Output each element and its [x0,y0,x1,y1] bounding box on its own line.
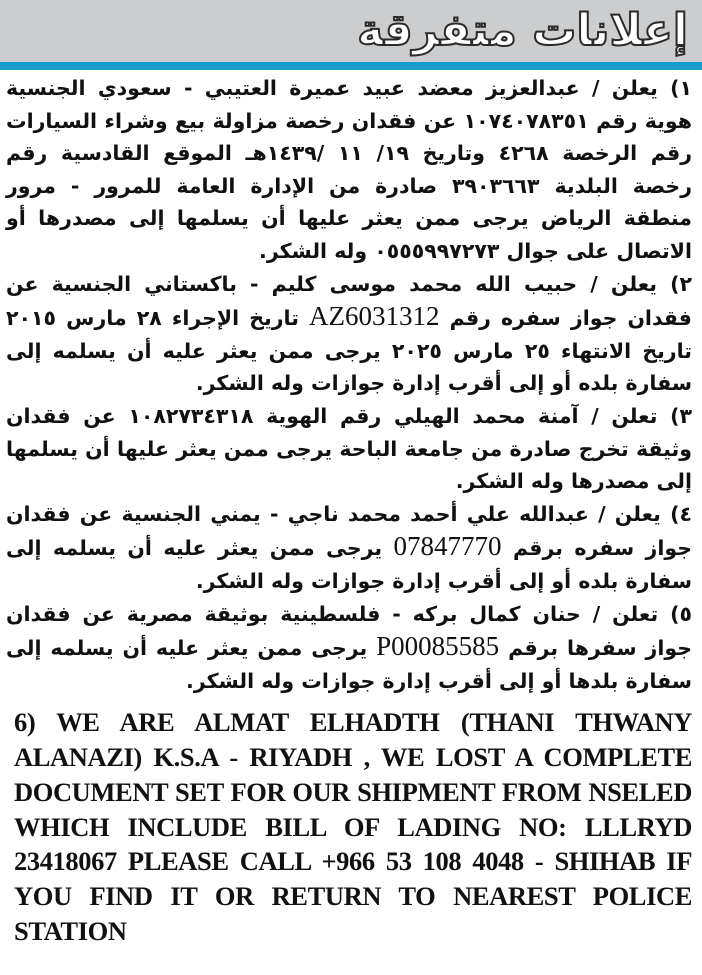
section-title: إعلانات متفرقة [357,5,688,56]
ad-text-after: يرجى ممن يعثر عليه أن يسلمه إلى سفارة بلده أو إلى أقرب إدارة جوازات وله الشكر. [6,536,692,593]
ad-text-after: يرجى ممن يعثر عليه أن يسلمه إلى سفارة بلدها أو إلى أقرب إدارة جوازات وله الشكر. [6,636,692,693]
classified-ad-1 [6,72,696,268]
classified-ads-list [6,72,696,949]
ad-text-before: يعلن / حبيب الله محمد موسى كليم - باكستاني الجنسية عن فقدان جواز سفره رقم [6,271,692,331]
ad-text-before: يعلن / عبدالله علي أحمد محمد ناجي - يمني الجنسية عن فقدان جواز سفره برقم [6,501,693,561]
passport-number: P00085585 [376,631,500,662]
ad-number: ٢) [670,271,693,296]
ad-number: ٣) [670,403,692,428]
classified-ad-2 [6,268,696,400]
ad-number: ٥) [670,601,692,626]
section-header [0,0,702,62]
passport-number: AZ6031312 [309,301,440,332]
classified-ad-5 [6,598,696,698]
ad-text-after: تاريخ الإجراء ٢٨ مارس ٢٠١٥ تاريخ الانتهاء ٢٥ مارس ٢٠٢٥ يرجى ممن يعثر عليه أن يسلمه إلى سفارة بلده أو إلى أقرب إدارة جوازات وله الشكر. [6,306,692,396]
classified-ad-3 [6,400,696,498]
passport-number: 07847770 [393,531,502,562]
ad-text: يعلن / عبدالعزيز معضد عبيد عميرة العتيبي - سعودي الجنسية هوية رقم ١٠٧٤٠٧٨٣٥١ عن فقدان رخصة مزاولة بيع وشراء السيارات رقم الرخصة ٤٢٦٨ وتاريخ ١٩/ ١١ /١٤٣٩هـ الموقع القادسية رقم رخصة البلدية ٣٩٠٣٦٦٣ صادرة من الإدارة العامة للمرور - مرور منطقة الرياض يرجى ممن يعثر عليها أن يسلمها إلى مصدرها أو الاتصال على جوال ٠٥٥٥٩٩٧٢٧٣ وله الشكر. [6,76,693,263]
classified-ad-4 [6,498,696,598]
header-accent-bar [0,62,702,70]
classified-ad-6-english [6,705,696,949]
ad-number: ٤) [670,501,692,526]
ad-text: تعلن / آمنة محمد الهيلي رقم الهوية ١٠٨٢٧٣٤٣١٨ عن فقدان وثيقة تخرج صادرة من جامعة الباحة يرجى ممن يعثر عليها أن يسلمها إلى مصدرها وله الشكر. [6,403,692,494]
ad-text-before: تعلن / حنان كمال بركه - فلسطينية بوثيقة مصرية عن فقدان جواز سفرها برقم [6,601,692,661]
ad-number: 6) [14,707,36,738]
ad-number: ١) [670,76,692,100]
ad-text: WE ARE ALMAT ELHADTH (THANI THWANY ALANAZI) K.S.A - RIYADH , WE LOST A COMPLETE DOCUMENT SET FOR OUR SHIPMENT FROM NSELED WHICH INCLUDE BILL OF LADING NO: LLLRYD 23418067 PLEASE CALL +966 53 108 4048 - SHIHAB IF YOU FIND IT OR RETURN TO NEAREST POLICE STATION [14,707,692,947]
